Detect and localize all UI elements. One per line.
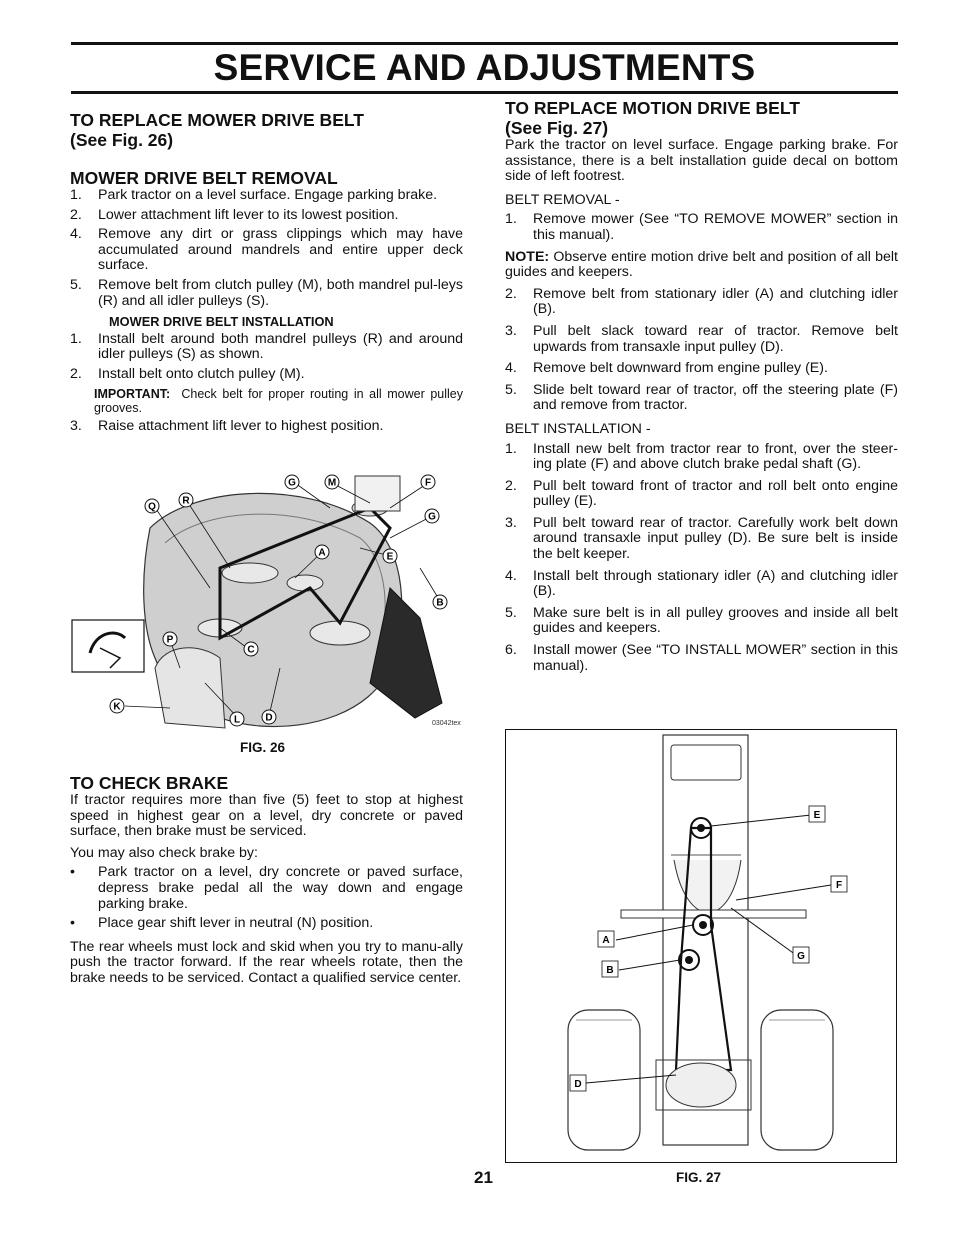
list-item: • Park tractor on a level, dry concrete or paved surface, depress brake pedal all the way down and engage parking brake.: [70, 864, 463, 912]
fig26-callout-k: K: [113, 701, 121, 713]
section-subheading-fig27: (See Fig. 27): [505, 118, 609, 138]
list-item: 2. Install belt onto clutch pulley (M).: [70, 365, 305, 382]
list-item: 3. Raise attachment lift lever to highest position.: [70, 417, 384, 434]
fig26-caption: FIG. 26: [240, 740, 286, 755]
page-number: 21: [474, 1168, 493, 1187]
removal-heading: MOWER DRIVE BELT REMOVAL: [70, 168, 338, 188]
fig26-mower-deck-diagram: [70, 468, 463, 738]
section-heading-motion-belt: TO REPLACE MOTION DRIVE BELT: [505, 98, 800, 118]
install-steps-list-2: [70, 419, 463, 435]
brake-bullets: [70, 865, 463, 931]
fig26-callout-e: E: [386, 551, 394, 563]
fig26-callout-r: R: [182, 495, 190, 507]
motion-removal-steps-2: [505, 287, 898, 414]
fig26-code: 03042tex: [432, 720, 461, 727]
fig26-callout-f: F: [424, 477, 432, 489]
fig26-callout-g: G: [288, 477, 296, 489]
list-item: 2. Lower attachment lift lever to its lowest position.: [70, 206, 399, 223]
fig27-callout-b: B: [606, 965, 614, 976]
list-item: 4. Remove belt downward from engine pulley (E).: [505, 360, 828, 377]
list-item: 2. Pull belt toward front of tractor and roll belt onto engine pulley (E).: [505, 477, 898, 510]
list-item: 1. Install belt around both mandrel pulleys (R) and around idler pulleys (S) as shown.: [70, 330, 463, 363]
belt-installation-label: BELT INSTALLATION -: [505, 420, 651, 437]
fig27-callout-e: E: [813, 810, 821, 821]
fig26-callout-p: P: [166, 634, 174, 646]
brake-paragraph-1: If tractor requires more than five (5) feet to stop at highest speed in highest gear on a level, dry concrete or paved surface, then brake must be serviced.: [70, 792, 463, 840]
list-item: 3. Pull belt toward rear of tractor. Carefully work belt down around transaxle input pulley (D). Be sure belt is inside the belt keeper.: [505, 514, 898, 563]
fig27-frame: [505, 729, 897, 1163]
fig26-callout-d: D: [265, 712, 273, 724]
brake-paragraph-3: The rear wheels must lock and skid when you try to manu-ally push the tractor forward. If the rear wheels rotate, then the brake needs to be serviced. Contact a qualified service center.: [70, 938, 463, 986]
removal-steps-list: [70, 188, 463, 309]
check-brake-section: [70, 773, 463, 987]
motion-install-steps: [505, 442, 898, 675]
list-item: 1. Remove mower (See “TO REMOVE MOWER” section in this manual).: [505, 211, 898, 243]
list-item: 1. Park tractor on a level surface. Engage parking brake.: [70, 187, 438, 203]
brake-paragraph-2: You may also check brake by:: [70, 844, 258, 861]
list-item: 1. Install new belt from tractor rear to front, over the steer-ing plate (F) and above clutch brake pedal shaft (G).: [505, 440, 898, 473]
install-heading: MOWER DRIVE BELT INSTALLATION: [109, 314, 334, 330]
section-subheading-fig26: (See Fig. 26): [70, 130, 174, 150]
important-note: IMPORTANT: Check belt for proper routing in all mower pulley grooves.: [94, 386, 463, 415]
list-item: 3. Pull belt slack toward rear of tractor. Remove belt upwards from transaxle input pulley (D).: [505, 322, 898, 355]
left-column: [70, 110, 463, 434]
belt-removal-label: BELT REMOVAL -: [505, 191, 620, 208]
list-item: 6. Install mower (See “TO INSTALL MOWER” section in this manual).: [505, 642, 898, 674]
list-item: 4. Install belt through stationary idler (A) and clutching idler (B).: [505, 567, 898, 600]
install-steps-list: [70, 332, 463, 383]
fig26-callout-q: Q: [148, 501, 156, 513]
header-rule-bottom: [71, 91, 898, 94]
list-item: 5. Slide belt toward rear of tractor, off the steering plate (F) and remove from tractor.: [505, 381, 898, 414]
page-title: SERVICE AND ADJUSTMENTS: [213, 47, 756, 88]
motion-note: NOTE: Observe entire motion drive belt and position of all belt guides and keepers.: [505, 248, 898, 281]
fig26-callout-g2: G: [428, 511, 436, 523]
right-column: [505, 98, 898, 674]
list-item: 4. Remove any dirt or grass clippings which may have accumulated around mandrels and entire upper deck surface.: [70, 226, 463, 274]
motion-intro: Park the tractor on level surface. Engage parking brake. For assistance, there is a belt installation guide decal on bottom side of left footrest.: [505, 137, 898, 185]
fig27-callout-g: G: [797, 951, 805, 962]
list-item: 5. Remove belt from clutch pulley (M), both mandrel pul-leys (R) and all idler pulleys (S).: [70, 276, 463, 309]
fig26-callout-c: C: [247, 644, 255, 656]
fig26-callout-a: A: [318, 547, 326, 559]
motion-removal-steps: [505, 212, 898, 243]
fig26-callout-m: M: [327, 477, 337, 489]
fig27-callout-f: F: [835, 880, 843, 891]
fig26-callout-l: L: [233, 714, 241, 726]
fig27-caption: FIG. 27: [676, 1170, 722, 1185]
fig26-callout-b: B: [436, 597, 444, 609]
fig27-motion-belt-diagram: [506, 730, 895, 1161]
fig27-callout-a: A: [602, 935, 610, 946]
list-item: 2. Remove belt from stationary idler (A) and clutching idler (B).: [505, 285, 898, 318]
check-brake-heading: TO CHECK BRAKE: [70, 773, 229, 793]
list-item: • Place gear shift lever in neutral (N) position.: [70, 915, 374, 932]
fig27-callout-d: D: [574, 1079, 582, 1090]
section-heading-mower-belt: TO REPLACE MOWER DRIVE BELT: [70, 110, 364, 130]
list-item: 5. Make sure belt is in all pulley grooves and inside all belt guides and keepers.: [505, 604, 898, 637]
